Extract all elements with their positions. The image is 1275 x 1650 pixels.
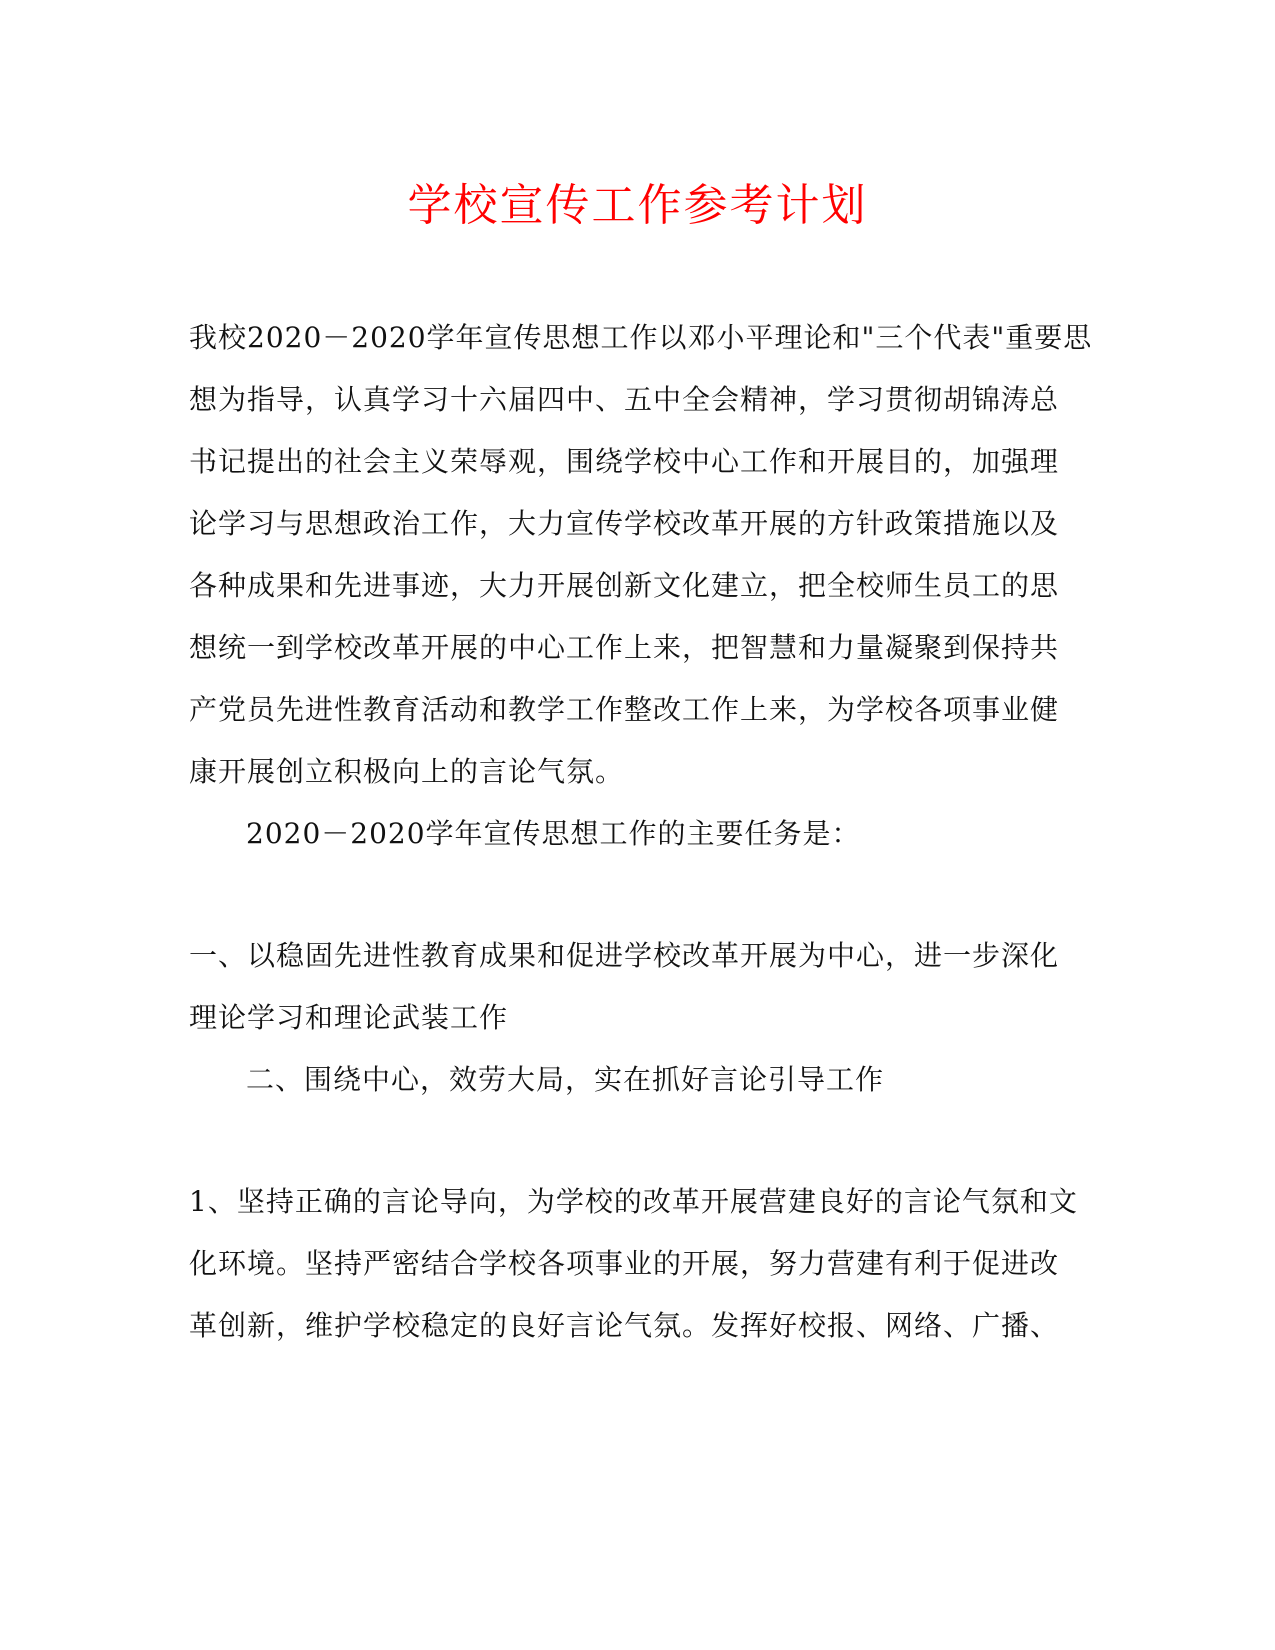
paragraph-line: 革创新，维护学校稳定的良好言论气氛。发挥好校报、网络、广播、 [189,1309,1060,1342]
paragraph-line: 想为指导，认真学习十六届四中、五中全会精神，学习贯彻胡锦涛总 [189,383,1060,416]
paragraph-line: 1、坚持正确的言论导向，为学校的改革开展营建良好的言论气氛和文 [189,1185,1078,1218]
paragraph-line: 康开展创立积极向上的言论气氛。 [189,755,625,788]
paragraph-line: 想统一到学校改革开展的中心工作上来，把智慧和力量凝聚到保持共 [189,631,1060,664]
section-heading-line: 二、围绕中心，效劳大局，实在抓好言论引导工作 [246,1063,885,1096]
paragraph-line: 产党员先进性教育活动和教学工作整改工作上来，为学校各项事业健 [189,693,1060,726]
paragraph-line: 化环境。坚持严密结合学校各项事业的开展，努力营建有利于促进改 [189,1247,1060,1280]
section-heading-line: 理论学习和理论武装工作 [189,1001,509,1034]
section-heading-line: 一、以稳固先进性教育成果和促进学校改革开展为中心，进一步深化 [189,939,1060,972]
document-title: 学校宣传工作参考计划 [407,180,868,231]
paragraph-line: 我校2020－2020学年宣传思想工作以邓小平理论和"三个代表"重要思 [189,321,1093,354]
tasks-intro-line: 2020－2020学年宣传思想工作的主要任务是： [246,817,861,850]
paragraph-line: 各种成果和先进事迹，大力开展创新文化建立，把全校师生员工的思 [189,569,1060,602]
paragraph-line: 书记提出的社会主义荣辱观，围绕学校中心工作和开展目的，加强理 [189,445,1060,478]
paragraph-line: 论学习与思想政治工作，大力宣传学校改革开展的方针政策措施以及 [189,507,1060,540]
